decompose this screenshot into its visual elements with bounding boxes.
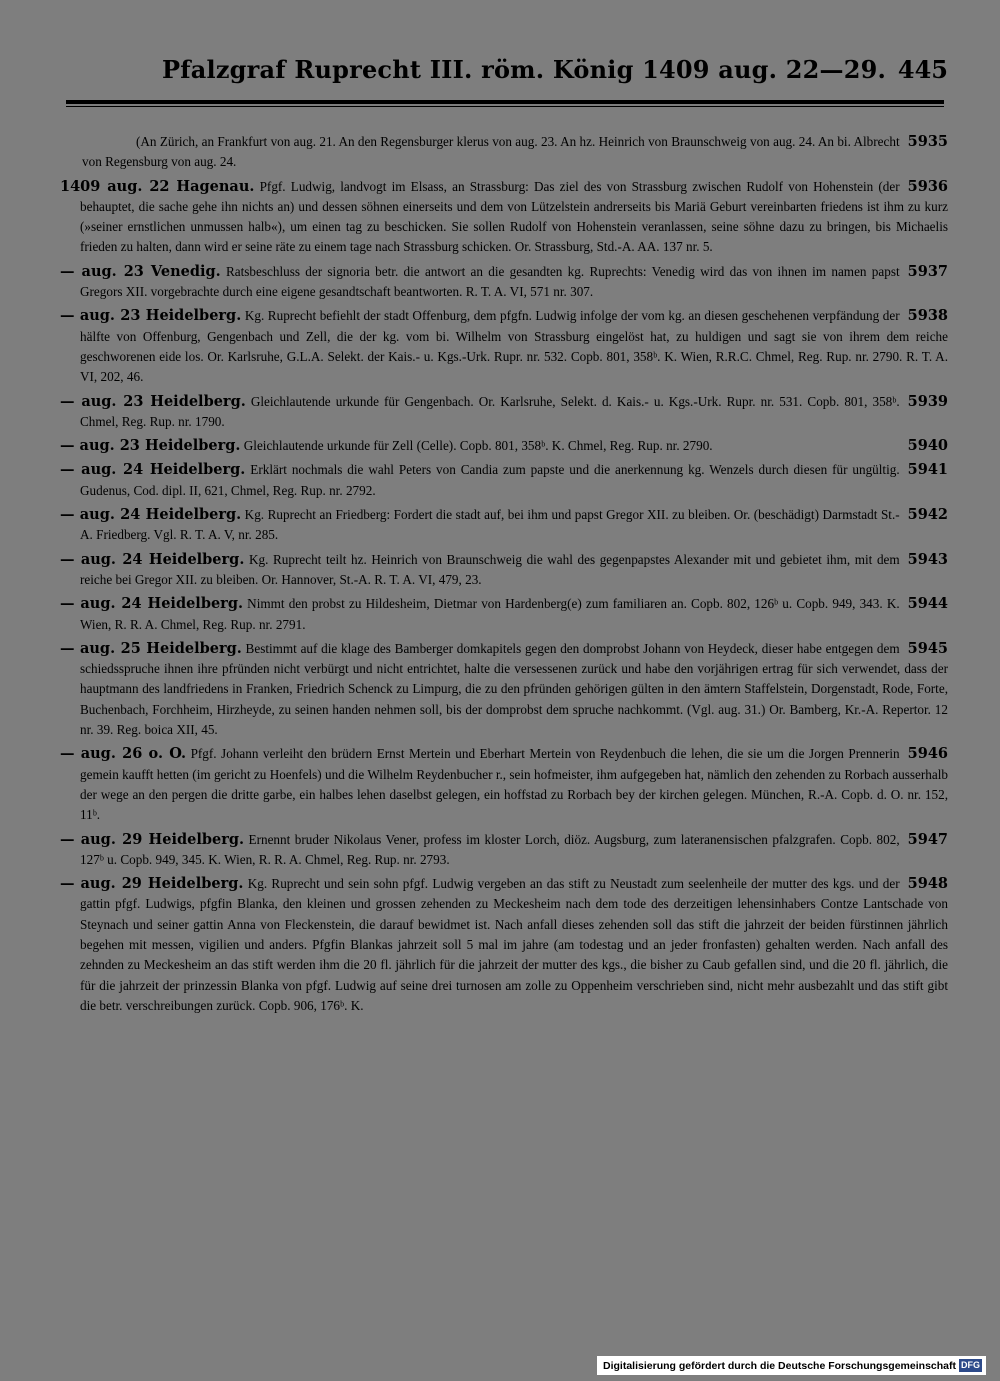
footer-text: Digitalisierung gefördert durch die Deutsche Forschungsgemeinschaft <box>603 1359 956 1372</box>
header-rule-thin <box>66 106 944 107</box>
entry-date: — aug. 24 Heidelberg. <box>60 461 246 479</box>
entry-number: 5935 <box>907 133 948 150</box>
entry-date: — aug. 23 Venedig. <box>60 262 221 280</box>
entry-number: 5945 <box>907 639 948 657</box>
entry-date: — aug. 25 Heidelberg. <box>60 639 242 657</box>
entry-number: 5947 <box>907 830 948 848</box>
entry-number: 5936 <box>907 177 948 195</box>
entry-text: Gleichlautende urkunde für Zell (Celle). Copb. 801, 358ᵇ. K. Chmel, Reg. Rup. nr. 2790. <box>243 438 713 454</box>
entry-text: Bestimmt auf die klage des Bamberger domkapitels gegen den domprobst Johann von Heydeck, dieser habe entgegen dem schiedsspruche ihnen ihre pfründen nicht verbürgt und nicht entrichtet, halte die versessenen zurück und habe den vorjährigen ertrag für sich verwendet, dass der hauptmann des landfriedens in Franken, Friedrich Schenck zu Limpurg, die zu den pfründen gehörigen gülten in den ämtern Staffelstein, Dorgenstadt, Rode, Forte, Buchenbach, Forchheim, Hirzheyde, zu seinen handen nehmen soll, bis der domprobst dem spruche nachkommt. (Vgl. aug. 31.) Or. Bamberg, Kr.-A. Repertor. 12 nr. 39. Reg. boica XII, 45. <box>80 640 948 738</box>
regest-entry <box>60 392 948 433</box>
entry-text: Pfgf. Ludwig, landvogt im Elsass, an Strassburg: Das ziel des von Strassburg zwischen Rudolf von Hohenstein (der behauptet, die sache gehe ihn nichts an) und dessen söhnen einerseits und dem von Lützelstein andrerseits bis Mariä Geburt vereinbarten friedens ist ihm zu kurz (»seiner ernstlichen unmussen halb«), um einen tag zu beschicken. Sie sollen Rudolf von Hohenstein veranlassen, seine söhne dazu zu bringen, bis Michaelis frieden zu halten, dann wird er seine räte zu einem tage nach Strassburg schicken. Or. Strassburg, Std.-A. AA. 137 nr. 5. <box>80 178 948 255</box>
regest-entry <box>60 874 948 1016</box>
entry-date: — aug. 23 Heidelberg. <box>60 307 242 325</box>
page-number: 445 <box>897 55 948 84</box>
entry-number: 5943 <box>907 550 948 568</box>
regest-entry <box>60 177 948 258</box>
page-header <box>60 55 948 95</box>
entry-text: (An Zürich, an Frankfurt von aug. 21. An den Regensburger klerus von aug. 23. An hz. Heinrich von Braunschweig von aug. 24. An bi. Albrecht von Regensburg von aug. 24. <box>82 134 900 170</box>
regest-entry <box>60 460 948 501</box>
entry-text: Erklärt nochmals die wahl Peters von Candia zum papste und die anerkennung kg. Wenzels durch diesen für ungültig. Gudenus, Cod. dipl. II, 621, Chmel, Reg. Rup. nr. 2792. <box>80 462 900 498</box>
entry-text: Kg. Ruprecht an Friedberg: Fordert die stadt auf, bei ihm und papst Gregor XII. zu bleiben. Or. (beschädigt) Darmstadt St.-A. Friedberg. Vgl. R. T. A. V, nr. 285. <box>80 507 900 543</box>
regest-entry <box>60 262 948 303</box>
entry-text: Nimmt den probst zu Hildesheim, Dietmar von Hardenberg(e) zum familiaren an. Copb. 802, 126ᵇ u. Copb. 949, 343. K. Wien, R. R. A. Chmel, Reg. Rup. nr. 2791. <box>80 596 900 632</box>
entry-number: 5944 <box>907 595 948 613</box>
regest-entry <box>60 744 948 825</box>
regest-entry <box>60 830 948 871</box>
entry-date: — aug. 24 Heidelberg. <box>60 550 245 568</box>
entry-text: Kg. Ruprecht befiehlt der stadt Offenburg, dem pfgfn. Ludwig infolge der vom kg. an diesen geschehenen verpfändung der hälfte von Offenburg, Gengenbach und Zell, die der kg. vom bi. Wilhelm von Strassburg eingelöst hat, zu huldigen und sagt sie von ihrem dem reiche geschworenen eide los. Or. Karlsruhe, G.L.A. Selekt. der Kais.- u. Kgs.-Urk. Rupr. nr. 532. Copb. 801, 358ᵇ. K. Wien, R.R.C. Chmel, Reg. Rup. nr. 2790. R. T. A. VI, 202, 46. <box>80 308 948 385</box>
entry-date: — aug. 26 o. O. <box>60 745 187 763</box>
regest-entry <box>60 306 948 387</box>
entry-number: 5938 <box>907 307 948 325</box>
regest-entry <box>60 639 948 740</box>
entry-number: 5948 <box>907 875 948 893</box>
entry-text: Ratsbeschluss der signoria betr. die antwort an die gesandten kg. Ruprechts: Venedig wird das von ihnen im namen papst Gregors XII. vorgebrachte durch eine eigene gesandtschaft beantworten. R. T. A. VI, 571 nr. 307. <box>80 263 900 300</box>
entry-date: — aug. 29 Heidelberg. <box>60 830 245 848</box>
funding-footer <box>597 1356 986 1375</box>
entry-date: — aug. 23 Heidelberg. <box>60 437 241 455</box>
entry-date: — aug. 24 Heidelberg. <box>60 595 244 613</box>
entry-text: Pfgf. Johann verleiht den brüdern Ernst Mertein und Eberhart Mertein von Reydenbuch die lehen, die sie um die Jorgen Prennerin gemein kaufft hetten (im gericht zu Hoenfels) und die Wilhelm Reydenbucher r., sein hofmeister, ihm aufgegeben hat, nämlich den zehenden zu Rorbach ausserhalb der wege an den pergen die dritte garbe, ein halbes lehen daselbst gelegen, ein hoffstad zu Rorbach bey der kirchen gelegen. München, R.-A. Copb. d. O. nr. 152, 11ᵇ. <box>80 746 948 823</box>
entry-number: 5942 <box>907 506 948 524</box>
entry-date: — aug. 29 Heidelberg. <box>60 875 244 893</box>
page-title: Pfalzgraf Ruprecht III. röm. König 1409 aug. 22—29. <box>162 55 887 84</box>
entry-number: 5946 <box>907 745 948 763</box>
entry-text: Gleichlautende urkunde für Gengenbach. Or. Karlsruhe, Selekt. d. Kais.- u. Kgs.-Urk. Rupr. nr. 531. Copb. 801, 358ᵇ. Chmel, Reg. Rup. nr. 1790. <box>80 393 900 429</box>
regest-entry <box>60 550 948 591</box>
entry-number: 5941 <box>907 461 948 479</box>
regest-entry <box>60 505 948 546</box>
regest-entry <box>60 594 948 635</box>
entry-text: Kg. Ruprecht teilt hz. Heinrich von Braunschweig die wahl des gegenpapstes Alexander mit und gebietet ihm, mit dem reiche bei Gregor XII. zu bleiben. Or. Hannover, St.-A. R. T. A. VI, 479, 23. <box>80 551 900 587</box>
entry-text: Kg. Ruprecht und sein sohn pfgf. Ludwig vergeben an das stift zu Neustadt zum seelenheile der mutter des kgs. und der gattin pfgf. Ludwigs, pfgfin Blanka, den kleinen und grossen zehenden zu Meckesheim nach dem tode des derzeitigen lehensinhabers Contze Lantschade von Steynach und seiner gattin Anna von Fleckenstein, die darauf bewidmet ist. Nach anfall dieses zehenden soll das stift die jahrzeit der beiden fürstinnen jährlich begehen mit messen, vigilien und anders. Pfgfin Blankas jahrzeit soll 5 mal im jahre (am todestag und an jeder fronfasten) gehalten werden. Nach anfall des zehnden zu Meckesheim an das stift werden ihm die 20 fl. jährlich für die jahrzeit der mutter des kgs., die bisher zu Caub gefallen sind, und die 20 fl. jährlich, die für die jahrzeit der prinzessin Blanka von pfgf. Ludwig auf seine drei turnosen am zolle zu Oppenheim verschrieben sind, nicht mehr ausbezahlt und das stift gibt die betr. verschreibungen zurück. Copb. 906, 176ᵇ. K. <box>80 876 948 1013</box>
header-rule-thick <box>66 100 944 104</box>
regest-entry <box>60 436 948 456</box>
entry-date: — aug. 23 Heidelberg. <box>60 392 246 410</box>
dfg-logo: DFG <box>961 1360 980 1370</box>
regesta-entries <box>60 132 948 1020</box>
entry-date: 1409 aug. 22 Hagenau. <box>60 177 255 195</box>
entry-number: 5939 <box>907 392 948 410</box>
entry-date: — aug. 24 Heidelberg. <box>60 506 242 524</box>
entry-number: 5937 <box>907 262 948 280</box>
entry-number: 5940 <box>907 437 948 455</box>
regest-entry <box>60 132 948 173</box>
entry-text: Ernennt bruder Nikolaus Vener, profess im kloster Lorch, diöz. Augsburg, zum lateranensischen pfalzgrafen. Copb. 802, 127ᵇ u. Copb. 949, 345. K. Wien, R. R. A. Chmel, Reg. Rup. nr. 2793. <box>80 831 900 867</box>
